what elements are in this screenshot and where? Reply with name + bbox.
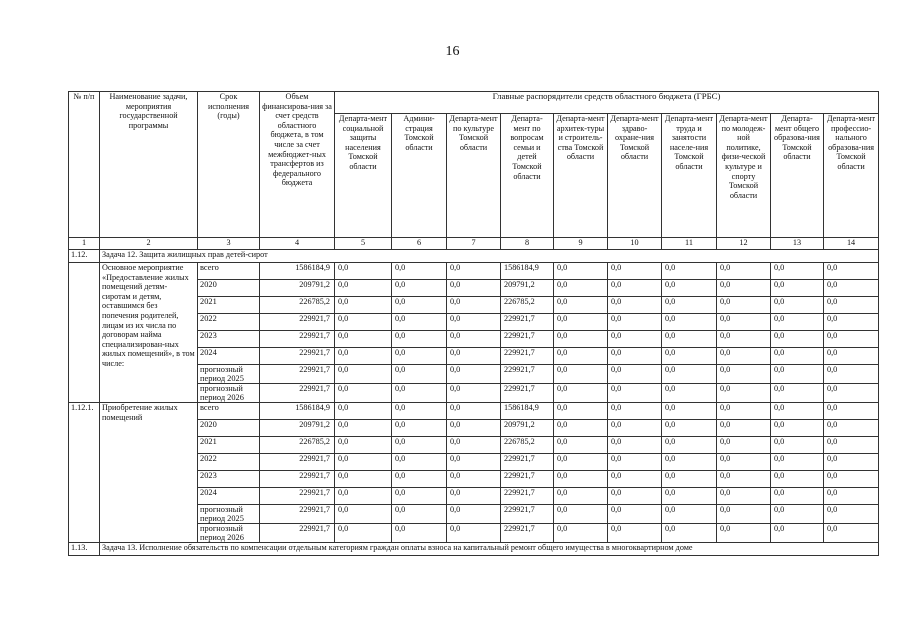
total-cell: 229921,7 — [260, 331, 335, 348]
value-cell: 0,0 — [824, 314, 879, 331]
value-cell: 0,0 — [717, 365, 771, 384]
value-cell: 0,0 — [771, 437, 824, 454]
value-cell: 0,0 — [554, 437, 608, 454]
value-cell: 0,0 — [662, 263, 717, 280]
total-cell: 229921,7 — [260, 314, 335, 331]
value-cell: 229921,7 — [501, 314, 554, 331]
value-cell: 0,0 — [392, 403, 447, 420]
value-cell: 0,0 — [608, 437, 662, 454]
value-cell: 0,0 — [608, 454, 662, 471]
header-department: Департа-мент по молодеж-ной политике, физи-ческой культуре и спорту Томской области — [717, 114, 771, 238]
header-department: Департа-мент по культуре Томской области — [447, 114, 501, 238]
value-cell: 0,0 — [335, 403, 392, 420]
value-cell: 0,0 — [771, 454, 824, 471]
value-cell: 229921,7 — [501, 488, 554, 505]
value-cell: 0,0 — [717, 263, 771, 280]
value-cell: 0,0 — [447, 384, 501, 403]
value-cell: 0,0 — [392, 348, 447, 365]
value-cell: 0,0 — [824, 437, 879, 454]
value-cell: 0,0 — [392, 471, 447, 488]
column-number: 9 — [554, 238, 608, 250]
total-cell: 229921,7 — [260, 365, 335, 384]
value-cell: 0,0 — [335, 524, 392, 543]
value-cell: 0,0 — [608, 280, 662, 297]
value-cell: 0,0 — [717, 314, 771, 331]
value-cell: 0,0 — [662, 420, 717, 437]
value-cell: 0,0 — [608, 420, 662, 437]
table-row — [69, 403, 879, 420]
value-cell: 0,0 — [717, 348, 771, 365]
value-cell: 0,0 — [447, 297, 501, 314]
total-cell: 229921,7 — [260, 348, 335, 365]
value-cell: 0,0 — [335, 280, 392, 297]
value-cell: 0,0 — [717, 471, 771, 488]
value-cell: 229921,7 — [501, 331, 554, 348]
value-cell: 0,0 — [392, 314, 447, 331]
value-cell: 0,0 — [447, 403, 501, 420]
value-cell: 0,0 — [335, 471, 392, 488]
page-number: 16 — [445, 44, 460, 59]
value-cell: 0,0 — [717, 280, 771, 297]
value-cell: 0,0 — [824, 420, 879, 437]
value-cell: 0,0 — [554, 384, 608, 403]
value-cell: 0,0 — [824, 348, 879, 365]
value-cell: 0,0 — [771, 331, 824, 348]
value-cell: 0,0 — [662, 524, 717, 543]
value-cell: 0,0 — [447, 331, 501, 348]
value-cell: 0,0 — [608, 297, 662, 314]
value-cell: 0,0 — [554, 263, 608, 280]
value-cell: 0,0 — [608, 348, 662, 365]
value-cell: 0,0 — [335, 365, 392, 384]
value-cell: 0,0 — [717, 403, 771, 420]
value-cell: 0,0 — [392, 384, 447, 403]
value-cell: 0,0 — [824, 488, 879, 505]
value-cell: 0,0 — [608, 524, 662, 543]
value-cell: 0,0 — [608, 331, 662, 348]
value-cell: 0,0 — [447, 314, 501, 331]
value-cell: 0,0 — [608, 263, 662, 280]
period-cell: всего — [198, 403, 260, 420]
period-cell: 2023 — [198, 471, 260, 488]
value-cell: 0,0 — [335, 297, 392, 314]
value-cell: 0,0 — [717, 331, 771, 348]
value-cell: 0,0 — [447, 471, 501, 488]
value-cell: 0,0 — [392, 297, 447, 314]
item-name: Приобретение жилых помещений — [100, 403, 198, 543]
value-cell: 229921,7 — [501, 365, 554, 384]
period-cell: 2024 — [198, 348, 260, 365]
task-row — [69, 543, 879, 556]
total-cell: 209791,2 — [260, 420, 335, 437]
value-cell: 0,0 — [824, 331, 879, 348]
value-cell: 229921,7 — [501, 454, 554, 471]
task-number: 1.12. — [69, 250, 100, 263]
value-cell: 0,0 — [608, 505, 662, 524]
value-cell: 0,0 — [717, 437, 771, 454]
value-cell: 0,0 — [771, 384, 824, 403]
value-cell: 0,0 — [447, 488, 501, 505]
value-cell: 0,0 — [554, 314, 608, 331]
value-cell: 0,0 — [662, 365, 717, 384]
value-cell: 0,0 — [662, 454, 717, 471]
item-number — [69, 263, 100, 403]
value-cell: 0,0 — [662, 384, 717, 403]
value-cell: 209791,2 — [501, 280, 554, 297]
column-number: 8 — [501, 238, 554, 250]
total-cell: 229921,7 — [260, 488, 335, 505]
column-number-row — [69, 238, 879, 250]
period-cell: 2022 — [198, 314, 260, 331]
total-cell: 1586184,9 — [260, 403, 335, 420]
value-cell: 226785,2 — [501, 297, 554, 314]
value-cell: 0,0 — [717, 488, 771, 505]
value-cell: 0,0 — [771, 505, 824, 524]
task-title: Задача 13. Исполнение обязательств по компенсации отдельным категориям граждан оплаты взноса на капитальный ремонт общего имущества в многоквартирном доме — [100, 543, 879, 556]
value-cell: 0,0 — [447, 437, 501, 454]
value-cell: 0,0 — [335, 263, 392, 280]
value-cell: 0,0 — [771, 297, 824, 314]
value-cell: 229921,7 — [501, 524, 554, 543]
value-cell: 0,0 — [335, 314, 392, 331]
header-department: Департа-мент архитек-туры и строитель-ства Томской области — [554, 114, 608, 238]
value-cell: 0,0 — [392, 437, 447, 454]
value-cell: 0,0 — [554, 420, 608, 437]
total-cell: 229921,7 — [260, 384, 335, 403]
header-department: Департа-мент здраво-охране-ния Томской области — [608, 114, 662, 238]
value-cell: 0,0 — [771, 263, 824, 280]
column-number: 7 — [447, 238, 501, 250]
value-cell: 0,0 — [771, 314, 824, 331]
value-cell: 0,0 — [554, 297, 608, 314]
period-cell: 2024 — [198, 488, 260, 505]
period-cell: прогнозный период 2026 — [198, 384, 260, 403]
value-cell: 0,0 — [554, 348, 608, 365]
value-cell: 0,0 — [554, 280, 608, 297]
period-cell: 2021 — [198, 437, 260, 454]
value-cell: 229921,7 — [501, 471, 554, 488]
column-number: 3 — [198, 238, 260, 250]
value-cell: 1586184,9 — [501, 263, 554, 280]
value-cell: 0,0 — [392, 420, 447, 437]
value-cell: 0,0 — [554, 403, 608, 420]
financing-table — [68, 91, 879, 556]
value-cell: 0,0 — [554, 505, 608, 524]
header-grbs: Главные распорядители средств областного бюджета (ГРБС) — [335, 92, 879, 114]
value-cell: 1586184,9 — [501, 403, 554, 420]
value-cell: 0,0 — [771, 471, 824, 488]
value-cell: 0,0 — [554, 488, 608, 505]
value-cell: 0,0 — [662, 437, 717, 454]
period-cell: 2021 — [198, 297, 260, 314]
value-cell: 0,0 — [447, 454, 501, 471]
value-cell: 0,0 — [717, 454, 771, 471]
value-cell: 0,0 — [392, 524, 447, 543]
value-cell: 0,0 — [554, 365, 608, 384]
value-cell: 229921,7 — [501, 384, 554, 403]
value-cell: 0,0 — [824, 403, 879, 420]
value-cell: 0,0 — [824, 505, 879, 524]
value-cell: 209791,2 — [501, 420, 554, 437]
header-volume: Объем финансирова-ния за счет средств областного бюджета, в том числе за счет межбюджет-ных трансфертов из федерального бюджета — [260, 92, 335, 238]
column-number: 5 — [335, 238, 392, 250]
period-cell: 2022 — [198, 454, 260, 471]
header-department: Департа-мент профессио-нального образова-ния Томской области — [824, 114, 879, 238]
header-num: № п/п — [69, 92, 100, 238]
value-cell: 0,0 — [447, 420, 501, 437]
value-cell: 0,0 — [392, 331, 447, 348]
header-department: Департа-мент труда и занятости населе-ния Томской области — [662, 114, 717, 238]
header-department: Департа-мент по вопросам семьи и детей Томской области — [501, 114, 554, 238]
value-cell: 0,0 — [608, 488, 662, 505]
value-cell: 0,0 — [824, 471, 879, 488]
value-cell: 0,0 — [554, 454, 608, 471]
column-number: 2 — [100, 238, 198, 250]
column-number: 10 — [608, 238, 662, 250]
value-cell: 0,0 — [717, 297, 771, 314]
value-cell: 0,0 — [662, 471, 717, 488]
period-cell: 2020 — [198, 280, 260, 297]
task-number: 1.13. — [69, 543, 100, 556]
value-cell: 0,0 — [662, 314, 717, 331]
item-name: Основное мероприятие «Предоставление жилых помещений детям-сиротам и детям, оставшимся без попечения родителей, лицам из их числа по договорам найма специализирован-ных жилых помещений», в том числе: — [100, 263, 198, 403]
column-number: 12 — [717, 238, 771, 250]
column-number: 13 — [771, 238, 824, 250]
value-cell: 229921,7 — [501, 505, 554, 524]
value-cell: 0,0 — [662, 297, 717, 314]
task-row — [69, 250, 879, 263]
value-cell: 0,0 — [824, 384, 879, 403]
value-cell: 0,0 — [335, 331, 392, 348]
value-cell: 0,0 — [335, 420, 392, 437]
value-cell: 0,0 — [392, 505, 447, 524]
value-cell: 0,0 — [608, 314, 662, 331]
value-cell: 0,0 — [824, 524, 879, 543]
total-cell: 226785,2 — [260, 437, 335, 454]
value-cell: 0,0 — [717, 420, 771, 437]
value-cell: 0,0 — [447, 280, 501, 297]
header-name: Наименование задачи, мероприятия государственной программы — [100, 92, 198, 238]
value-cell: 0,0 — [662, 348, 717, 365]
value-cell: 0,0 — [771, 348, 824, 365]
total-cell: 229921,7 — [260, 471, 335, 488]
value-cell: 0,0 — [717, 524, 771, 543]
value-cell: 0,0 — [608, 365, 662, 384]
period-cell: прогнозный период 2025 — [198, 365, 260, 384]
total-cell: 1586184,9 — [260, 263, 335, 280]
header-term: Срок исполнения (годы) — [198, 92, 260, 238]
value-cell: 0,0 — [335, 437, 392, 454]
column-number: 4 — [260, 238, 335, 250]
value-cell: 0,0 — [554, 524, 608, 543]
total-cell: 209791,2 — [260, 280, 335, 297]
column-number: 14 — [824, 238, 879, 250]
period-cell: прогнозный период 2025 — [198, 505, 260, 524]
value-cell: 0,0 — [771, 488, 824, 505]
total-cell: 229921,7 — [260, 524, 335, 543]
value-cell: 0,0 — [392, 365, 447, 384]
value-cell: 0,0 — [771, 365, 824, 384]
value-cell: 0,0 — [608, 471, 662, 488]
period-cell: 2023 — [198, 331, 260, 348]
value-cell: 0,0 — [662, 505, 717, 524]
value-cell: 0,0 — [771, 420, 824, 437]
column-number: 1 — [69, 238, 100, 250]
value-cell: 0,0 — [554, 331, 608, 348]
value-cell: 0,0 — [447, 505, 501, 524]
value-cell: 0,0 — [447, 263, 501, 280]
value-cell: 0,0 — [824, 280, 879, 297]
value-cell: 0,0 — [771, 280, 824, 297]
total-cell: 226785,2 — [260, 297, 335, 314]
value-cell: 226785,2 — [501, 437, 554, 454]
value-cell: 0,0 — [447, 365, 501, 384]
period-cell: 2020 — [198, 420, 260, 437]
header-department: Админи-страция Томской области — [392, 114, 447, 238]
period-cell: прогнозный период 2026 — [198, 524, 260, 543]
value-cell: 0,0 — [771, 403, 824, 420]
value-cell: 0,0 — [392, 280, 447, 297]
value-cell: 0,0 — [662, 280, 717, 297]
column-number: 6 — [392, 238, 447, 250]
value-cell: 0,0 — [662, 331, 717, 348]
value-cell: 0,0 — [824, 263, 879, 280]
value-cell: 0,0 — [608, 384, 662, 403]
value-cell: 0,0 — [392, 488, 447, 505]
value-cell: 0,0 — [824, 454, 879, 471]
value-cell: 0,0 — [447, 524, 501, 543]
value-cell: 0,0 — [335, 384, 392, 403]
period-cell: всего — [198, 263, 260, 280]
value-cell: 0,0 — [771, 524, 824, 543]
value-cell: 0,0 — [335, 505, 392, 524]
value-cell: 0,0 — [554, 471, 608, 488]
value-cell: 0,0 — [335, 454, 392, 471]
header-department: Департа-мент общего образова-ния Томской области — [771, 114, 824, 238]
table-row — [69, 263, 879, 280]
item-number: 1.12.1. — [69, 403, 100, 543]
value-cell: 0,0 — [335, 488, 392, 505]
column-number: 11 — [662, 238, 717, 250]
value-cell: 0,0 — [392, 454, 447, 471]
value-cell: 0,0 — [824, 365, 879, 384]
header-department: Департа-мент социальной защиты населения Томской области — [335, 114, 392, 238]
value-cell: 0,0 — [662, 403, 717, 420]
value-cell: 0,0 — [824, 297, 879, 314]
total-cell: 229921,7 — [260, 454, 335, 471]
task-title: Задача 12. Защита жилищных прав детей-сирот — [100, 250, 879, 263]
value-cell: 0,0 — [447, 348, 501, 365]
value-cell: 0,0 — [717, 505, 771, 524]
value-cell: 0,0 — [392, 263, 447, 280]
value-cell: 0,0 — [662, 488, 717, 505]
value-cell: 0,0 — [335, 348, 392, 365]
value-cell: 229921,7 — [501, 348, 554, 365]
value-cell: 0,0 — [717, 384, 771, 403]
total-cell: 229921,7 — [260, 505, 335, 524]
value-cell: 0,0 — [608, 403, 662, 420]
